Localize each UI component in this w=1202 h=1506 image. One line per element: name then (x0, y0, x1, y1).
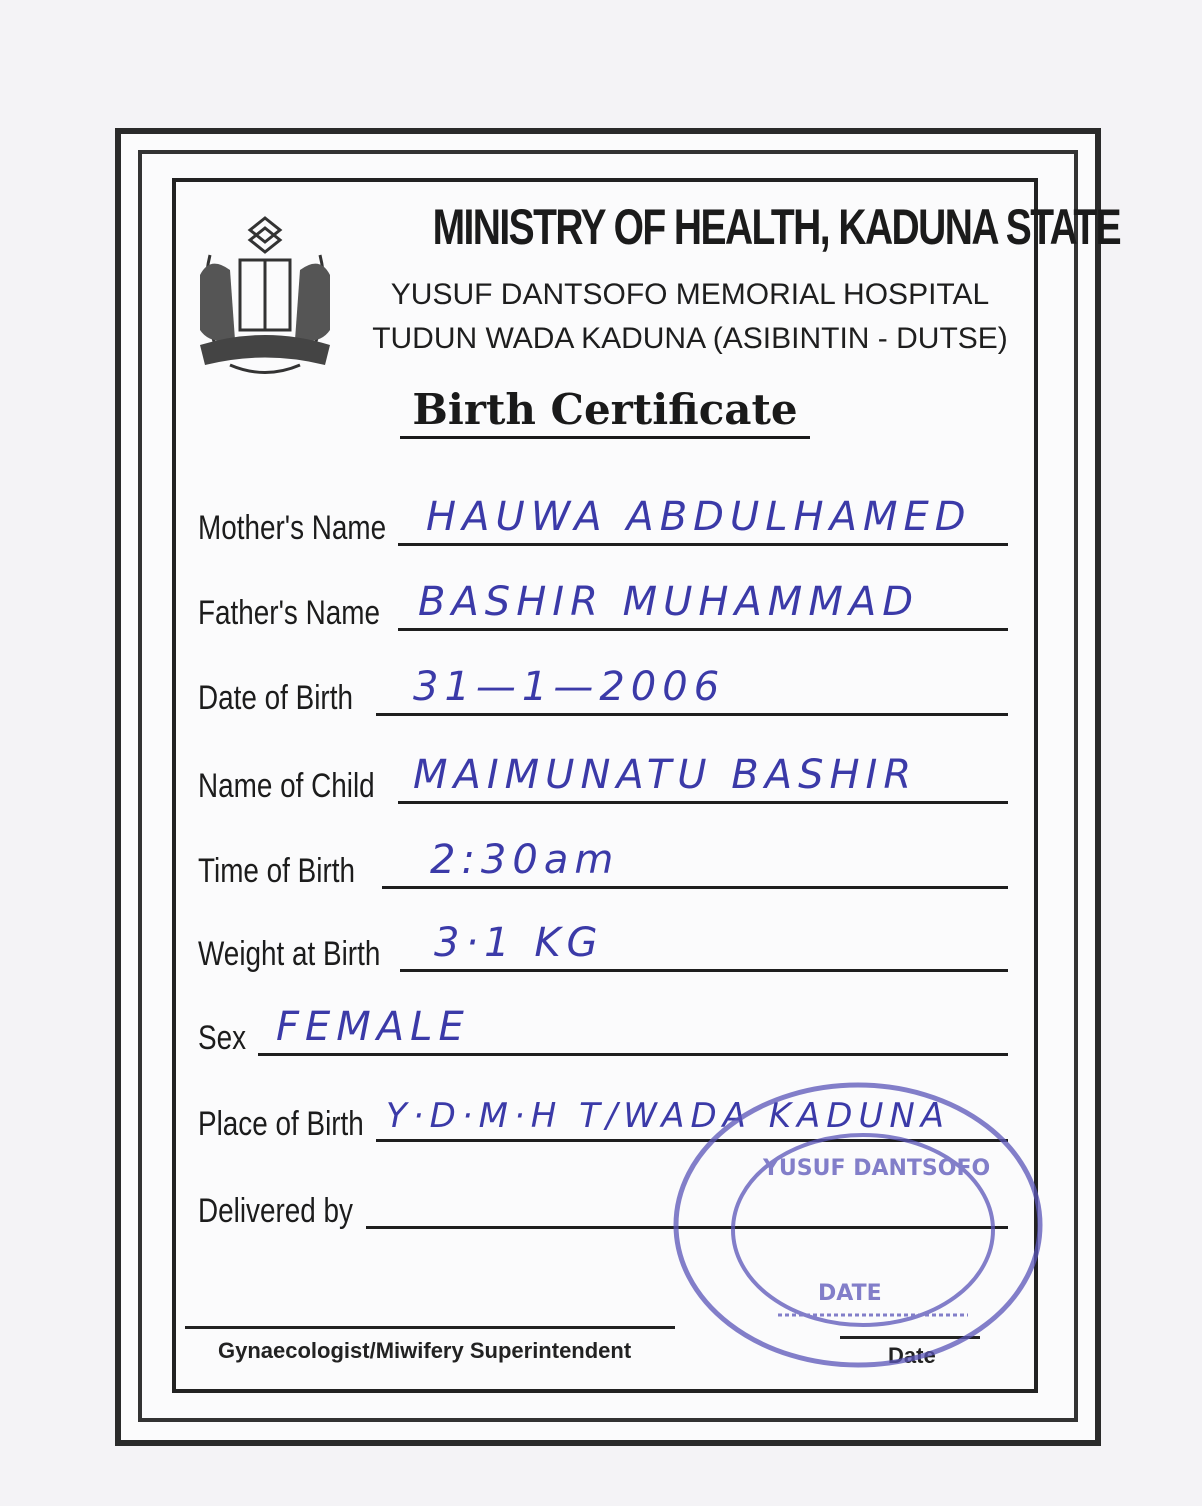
field-date-of-birth (198, 664, 1008, 718)
field-time-of-birth (198, 837, 1008, 891)
field-line (258, 1053, 1008, 1056)
field-value: HAUWA ABDULHAMED (426, 494, 972, 540)
kaduna-state-crest-icon (190, 215, 340, 375)
field-line (398, 628, 1008, 631)
hospital-location: TUDUN WADA KADUNA (ASIBINTIN - DUTSE) (372, 322, 1008, 355)
field-label: Time of Birth (198, 852, 355, 890)
field-value: 2:30am (430, 837, 620, 883)
ministry-heading: MINISTRY OF HEALTH, KADUNA STATE (432, 199, 1121, 255)
field-label: Place of Birth (198, 1105, 364, 1143)
field-line (382, 886, 1008, 889)
field-label: Delivered by (198, 1192, 353, 1230)
field-name-of-child (198, 752, 1008, 806)
signature-line (185, 1326, 675, 1329)
field-label: Sex (198, 1019, 247, 1057)
field-line (398, 801, 1008, 804)
field-value: 31—1—2006 (413, 664, 726, 710)
signature-label: Gynaecologist/Miwifery Superintendent (218, 1338, 632, 1363)
field-value: MAIMUNATU BASHIR (413, 752, 918, 798)
field-label: Father's Name (198, 594, 380, 632)
field-label: Date of Birth (198, 679, 353, 717)
field-value: BASHIR MUHAMMAD (418, 579, 919, 625)
field-value: Y·D·M·H T/WADA KADUNA (386, 1096, 951, 1136)
field-value: 3·1 KG (434, 920, 604, 966)
field-fathers-name (198, 579, 1008, 633)
date-label: Date (888, 1343, 936, 1368)
field-label: Name of Child (198, 767, 375, 805)
field-mothers-name (198, 494, 1008, 548)
field-line (376, 713, 1008, 716)
field-value: FEMALE (276, 1004, 470, 1050)
hospital-name: YUSUF DANTSOFO MEMORIAL HOSPITAL (390, 278, 990, 311)
field-sex (198, 1004, 1008, 1058)
field-label: Mother's Name (198, 509, 387, 547)
field-line (400, 969, 1008, 972)
document-title: Birth Certificate (400, 384, 810, 439)
stamp-text: YUSUF DANTSOFO (763, 1156, 991, 1181)
stamp-date-text: DATE (818, 1281, 882, 1306)
field-line (398, 543, 1008, 546)
field-label: Weight at Birth (198, 935, 381, 973)
field-weight-at-birth (198, 920, 1008, 974)
hospital-stamp-icon (668, 1075, 1048, 1375)
